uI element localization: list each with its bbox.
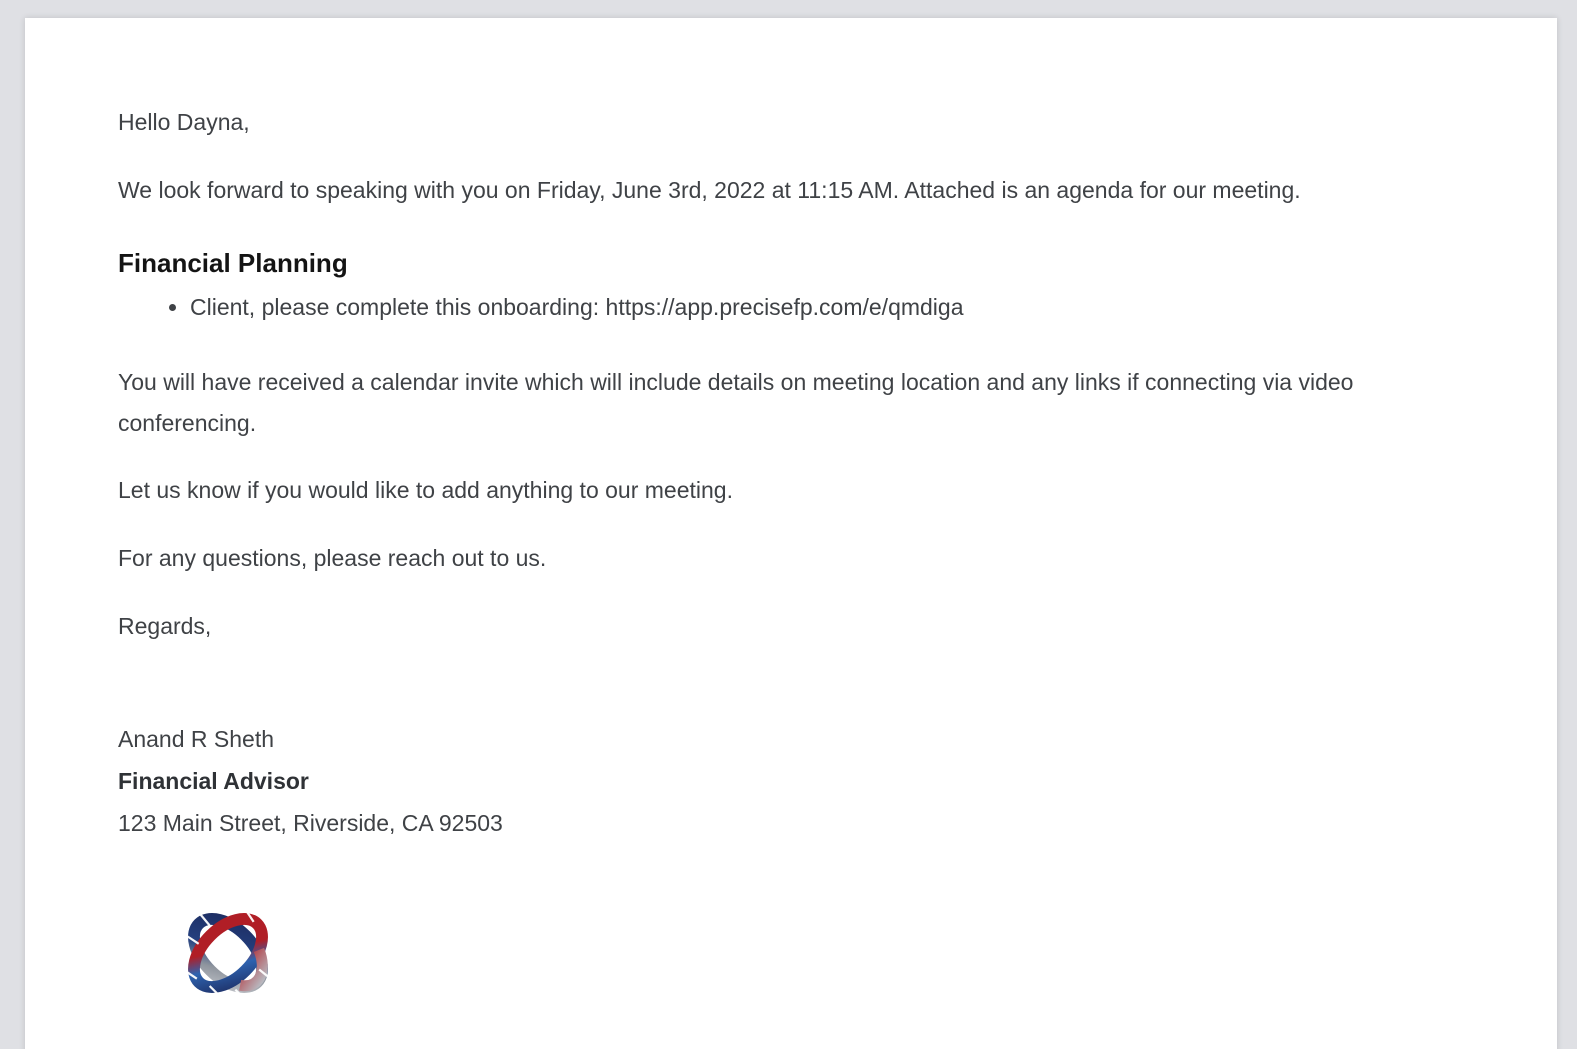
onboarding-link-text: Client, please complete this onboarding: https://app.precisefp.com/e/qmdiga [190,293,964,320]
section-heading: Financial Planning [118,247,348,278]
signature-name: Anand R Sheth [118,726,275,753]
intro-paragraph: We look forward to speaking with you on Friday, June 3rd, 2022 at 11:15 AM. Attached is an agenda for our meeting. [118,176,1301,203]
calendar-invite-paragraph: You will have received a calendar invite which will include details on meeting location and any links if connecting via video conferencing. [118,368,1354,436]
closing-text: Regards, [118,613,212,640]
signature-address: 123 Main Street, Riverside, CA 92503 [118,810,503,837]
onboarding-list-item [190,287,1437,328]
company-logo-icon [173,897,283,1009]
add-anything-paragraph: Let us know if you would like to add anything to our meeting. [118,477,733,504]
email-body [25,18,1557,1049]
questions-paragraph: For any questions, please reach out to us. [118,545,547,572]
greeting-text: Hello Dayna, [118,109,250,135]
signature-block [118,719,1437,845]
onboarding-bullet-list [118,287,1437,328]
email-document-page [25,18,1557,1049]
signature-title: Financial Advisor [118,768,309,795]
